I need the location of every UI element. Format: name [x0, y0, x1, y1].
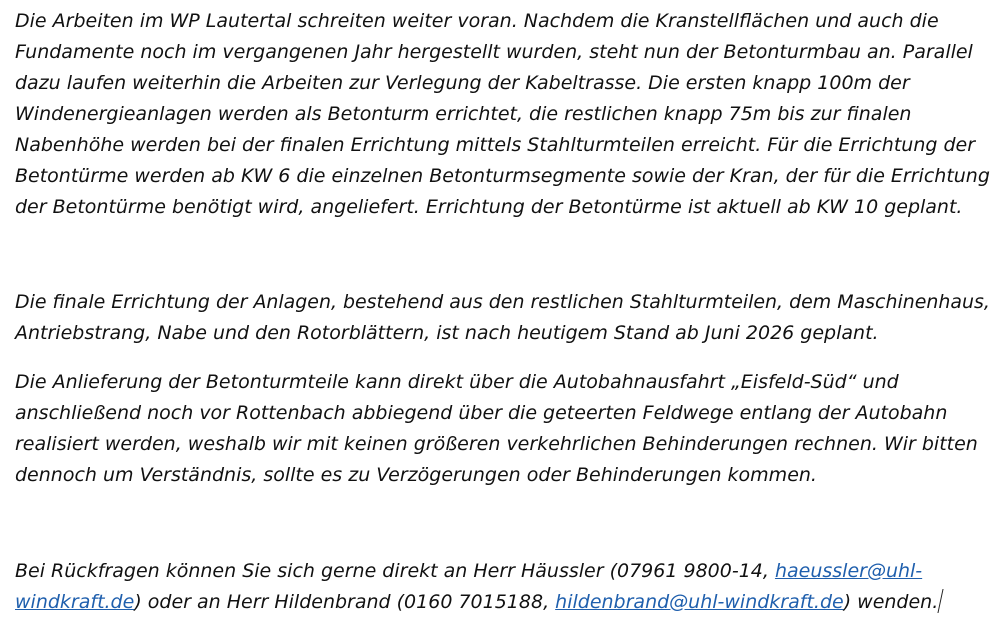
paragraph-line: Nabenhöhe werden bei der finalen Errichtung mittels Stahlturmteilen erreicht. Für die Errichtung der: [15, 134, 976, 156]
text-cursor: [938, 589, 944, 613]
paragraph-line: der Betontürme benötigt wird, angeliefert. Errichtung der Betontürme ist aktuell ab KW 10 geplant.: [15, 196, 963, 218]
paragraph-line: Fundamente noch im vergangenen Jahr hergestellt wurden, steht nun der Betonturmbau an. Parallel: [15, 41, 973, 63]
contact-text: ) wenden.: [843, 591, 939, 613]
email-link-hildenbrand[interactable]: hildenbrand@uhl-windkraft.de: [555, 591, 844, 613]
paragraph-line: Die Arbeiten im WP Lautertal schreiten weiter voran. Nachdem die Kranstellflächen und auch die: [15, 10, 939, 32]
contact-line-2: [15, 587, 941, 618]
paragraph-line: dazu laufen weiterhin die Arbeiten zur Verlegung der Kabeltrasse. Die ersten knapp 100m der: [15, 72, 910, 94]
paragraph-line: Windenergieanlagen werden als Betonturm errichtet, die restlichen knapp 75m bis zur finalen: [15, 103, 912, 125]
email-link-haeussler[interactable]: haeussler@uhl-: [774, 560, 923, 582]
email-link-haeussler-continued[interactable]: windkraft.de: [15, 591, 135, 613]
paragraph-line: dennoch um Verständnis, sollte es zu Verzögerungen oder Behinderungen kommen.: [15, 464, 817, 486]
paragraph-line: Die finale Errichtung der Anlagen, bestehend aus den restlichen Stahlturmteilen, dem Maschinenhaus,: [15, 291, 990, 313]
paragraph-line: anschließend noch vor Rottenbach abbiegend über die geteerten Feldwege entlang der Autobahn: [15, 402, 948, 424]
contact-text: ) oder an Herr Hildenbrand (0160 7015188,: [134, 591, 556, 613]
paragraph-line: Betontürme werden ab KW 6 die einzelnen Betonturmsegmente sowie der Kran, der für die Errichtung: [15, 165, 990, 187]
paragraph-line: realisiert werden, weshalb wir mit keinen größeren verkehrlichen Behinderungen rechnen. Wir bitten: [15, 433, 978, 455]
contact-text: Bei Rückfragen können Sie sich gerne direkt an Herr Häussler (07961 9800-14,: [15, 560, 775, 582]
contact-line-1: [15, 556, 922, 587]
paragraph-line: Die Anlieferung der Betonturmteile kann direkt über die Autobahnausfahrt „Eisfeld-Süd“ und: [15, 371, 899, 393]
paragraph-line: Antriebstrang, Nabe und den Rotorblättern, ist nach heutigem Stand ab Juni 2026 geplant.: [15, 322, 879, 344]
